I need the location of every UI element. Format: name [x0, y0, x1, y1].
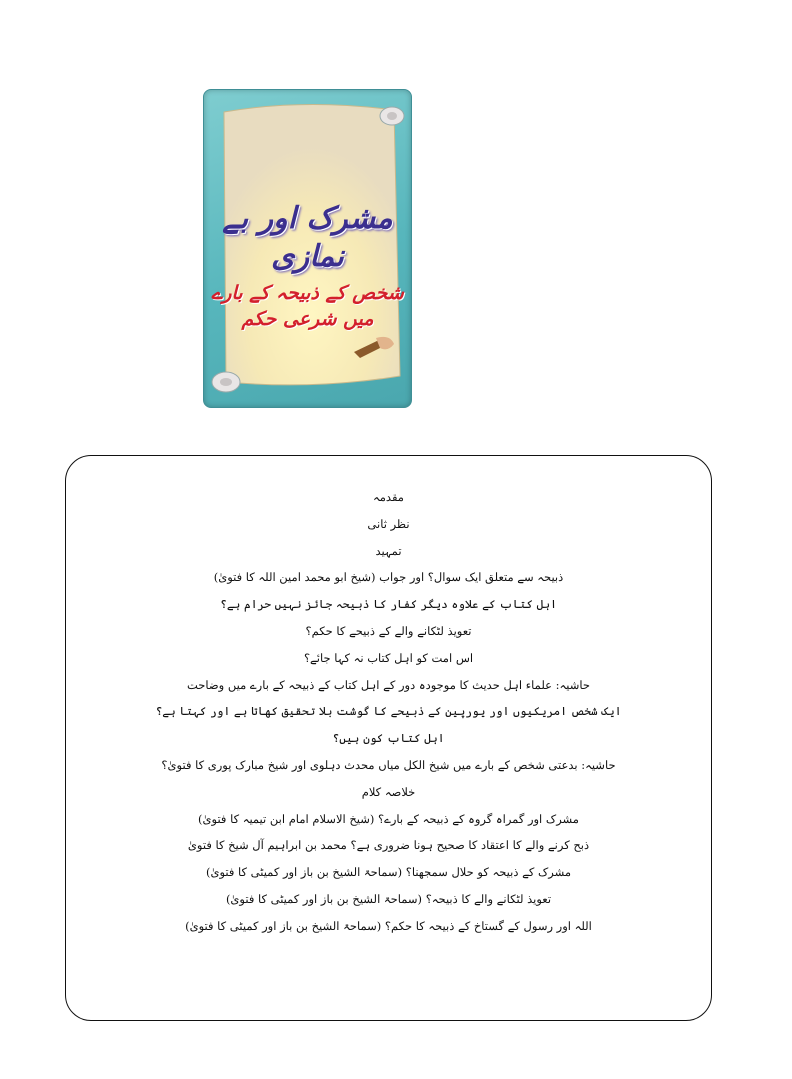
toc-item[interactable]: اللہ اور رسول کے گستاخ کے ذبیحہ کا حکم؟ (سماحۃ الشیخ بن باز اور کمیٹی کا فتویٰ) [185, 918, 592, 933]
toc-item[interactable]: مشرک کے ذبیحہ کو حلال سمجھنا؟ (سماحۃ الشیخ بن باز اور کمیٹی کا فتویٰ) [205, 865, 572, 880]
toc-item[interactable]: حاشیہ: علماء اہل حدیث کا موجودہ دور کے اہل کتاب کے ذبیحہ کے بارے میں وضاحت [186, 677, 590, 692]
cover-title: مشرک اور بے نمازی [222, 201, 393, 274]
toc-item[interactable]: اہل کتاب کے علاوہ دیگر کفار کا ذبیحہ جائز نہیں حرام ہے؟ [220, 597, 557, 612]
toc-item[interactable]: مشرک اور گمراہ گروہ کے ذبیحہ کے بارے؟ (شیخ الاسلام امام ابن تیمیہ کا فتویٰ) [198, 811, 579, 826]
toc-item[interactable]: اس امت کو اہل کتاب نہ کہا جائے؟ [303, 650, 474, 665]
cover-subtitle: شخص کے ذبیحہ کے بارے میں شرعی حکم [211, 282, 404, 330]
toc-item[interactable]: نظر ثانی [367, 516, 410, 531]
toc-item[interactable]: مقدمہ [373, 490, 404, 504]
toc-list [66, 456, 711, 940]
toc-item[interactable]: ایک شخص امریکیوں اور یورپین کے ذبیحے کا گوشت بلا تحقیق کھاتا ہے اور کہتا ہے؟ [155, 704, 622, 719]
toc-item[interactable]: ذبح کرنے والے کا اعتقاد کا صحیح ہونا ضروری ہے؟ محمد بن ابراہیم آل شیخ کا فتویٰ [187, 838, 590, 853]
toc-item[interactable]: تمہید [375, 543, 402, 558]
toc-item[interactable]: اہل کتاب کون ہیں؟ [332, 731, 445, 746]
table-of-contents [65, 455, 712, 1021]
toc-item[interactable]: تعویذ لٹکانے والے کے ذبیحے کا حکم؟ [305, 623, 472, 638]
toc-item[interactable]: حاشیہ: بدعتی شخص کے بارے میں شیخ الکل میاں محدث دہلوی اور شیخ مبارک پوری کا فتویٰ؟ [161, 757, 616, 772]
toc-item[interactable]: خلاصہ کلام [361, 784, 416, 799]
toc-item[interactable]: ذبیحہ سے متعلق ایک سوال؟ اور جواب (شیخ ابو محمد امین اللہ کا فتویٰ) [213, 570, 564, 585]
book-cover [203, 89, 412, 408]
toc-item[interactable]: تعویذ لٹکانے والے کا ذبیحہ؟ (سماحۃ الشیخ بن باز اور کمیٹی کا فتویٰ) [225, 891, 552, 906]
